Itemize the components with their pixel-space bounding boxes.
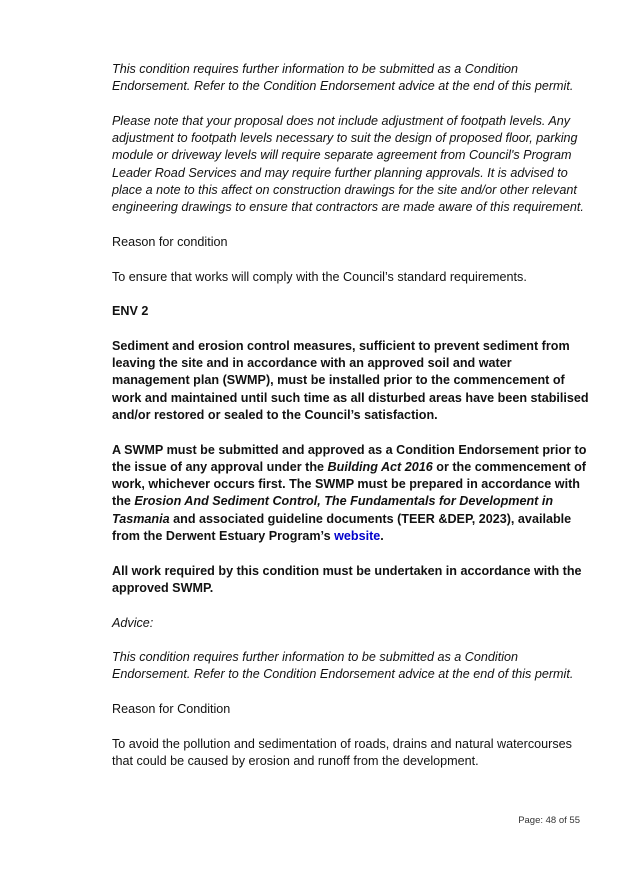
reason-heading: Reason for condition	[112, 234, 228, 249]
footpath-advice-paragraph: Please note that your proposal does not include adjustment of footpath levels. Any adjustment to footpath levels necessary to suit the design of proposed floor, parking module or driveway levels will require separate agreement from Council's Program Leader Road Services and may require further planning approvals. It is advised to place a note to this affect on construction drawings for the site and/or other relevant engineering drawings to ensure that contractors are made aware of this requirement.	[112, 113, 584, 215]
condition-endorsement-note: This condition requires further information to be submitted as a Condition Endorsement. Refer to the Condition Endorsement advice at the end of this permit.	[112, 62, 574, 94]
advice-label: Advice:	[112, 615, 154, 630]
guideline-title: Erosion And Sediment Control, The Fundamentals for Development in Tasmania	[112, 494, 554, 526]
swmp-compliance-paragraph: All work required by this condition must be undertaken in accordance with the approved SWMP.	[112, 563, 582, 595]
reason-text: To ensure that works will comply with the Council’s standard requirements.	[112, 269, 527, 284]
page-number: Page: 48 of 55	[518, 815, 580, 826]
reason-text: To avoid the pollution and sedimentation of roads, drains and natural watercourses that could be caused by erosion and runoff from the development.	[112, 736, 572, 768]
reason-heading: Reason for Condition	[112, 701, 231, 716]
condition-code-heading: ENV 2	[112, 304, 149, 319]
swmp-text-part-1: A SWMP must be submitted and approved as a Condition Endorsement prior to the issue of any approval under the	[112, 442, 587, 474]
condition-endorsement-note: This condition requires further information to be submitted as a Condition Endorsement. Refer to the Condition Endorsement advice at the end of this permit.	[112, 650, 574, 682]
sediment-control-paragraph: Sediment and erosion control measures, sufficient to prevent sediment from leaving the site and in accordance with an approved soil and water management plan (SWMP), must be installed prior to the commencement of work and maintained until such time as all disturbed areas have been stabilised and/or restored or sealed to the Council’s satisfaction.	[112, 338, 589, 422]
swmp-text-part-3: and associated guideline documents (TEER &DEP, 2023), available from the Derwent Estuary Program’s	[112, 511, 572, 544]
swmp-requirement-paragraph	[112, 442, 590, 546]
swmp-text-part-2: or the commencement of work, whichever occurs first. The SWMP must be prepared in accordance with the	[112, 459, 587, 509]
building-act-title: Building Act 2016	[327, 459, 433, 474]
website-link[interactable]: website	[334, 529, 381, 544]
permit-conditions-body	[112, 61, 590, 787]
swmp-text-part-4: .	[380, 529, 384, 544]
